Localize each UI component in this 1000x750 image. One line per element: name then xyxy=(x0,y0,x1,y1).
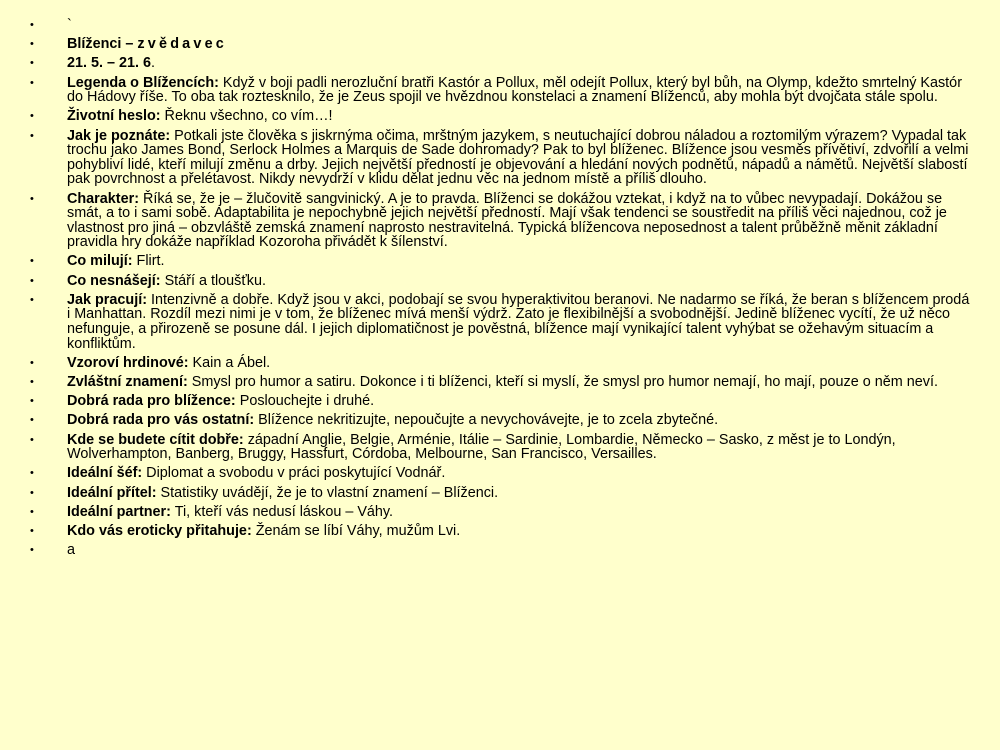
item-label: Ideální partner: xyxy=(67,503,171,520)
bullet-icon: • xyxy=(30,544,34,557)
item-label: Dobrá rada pro blížence: xyxy=(67,393,236,410)
item-label: Zvláštní znamení: xyxy=(67,374,188,390)
item-text: Statistiky uvádějí, že je to vlastní znamení – Blíženci. xyxy=(156,484,499,501)
list-item xyxy=(26,76,976,105)
bullet-icon: • xyxy=(30,274,34,287)
item-text: Kain a Ábel. xyxy=(188,354,271,371)
item-label: Ideální šéf: xyxy=(67,465,143,482)
item-label: Jak pracují: xyxy=(67,291,147,308)
list-item xyxy=(26,524,976,539)
list-item xyxy=(26,293,976,351)
item-label: Dobrá rada pro vás ostatní: xyxy=(67,412,255,429)
list-item xyxy=(26,413,976,428)
item-label: Jak je poznáte: xyxy=(67,127,171,144)
list-item xyxy=(26,274,976,289)
item-label-spaced: zvědavec xyxy=(137,36,227,53)
bullet-icon: • xyxy=(30,19,34,31)
item-label: 21. 5. – 21. 6 xyxy=(67,55,152,72)
item-label: Vzoroví hrdinové: xyxy=(67,354,189,371)
item-text: . xyxy=(151,55,156,72)
list-item xyxy=(26,109,976,124)
list-item xyxy=(26,466,976,481)
list-item xyxy=(26,254,976,269)
item-text: Flirt. xyxy=(132,253,165,270)
bullet-icon: • xyxy=(30,414,34,427)
item-text: ` xyxy=(67,17,72,33)
item-label: Legenda o Blížencích: xyxy=(67,74,219,91)
item-text: Blížence nekritizujte, nepoučujte a nevychovávejte, je to zcela zbytečné. xyxy=(254,412,719,429)
list-item xyxy=(26,56,976,71)
item-label: Charakter: xyxy=(67,190,139,207)
bullet-icon: • xyxy=(30,524,34,537)
item-text: Ti, kteří vás nedusí láskou – Váhy. xyxy=(170,503,394,520)
item-label: Kdo vás eroticky přitahuje: xyxy=(67,522,252,539)
list-item xyxy=(26,505,976,520)
item-label: Kde se budete cítit dobře: xyxy=(67,431,244,448)
list-item xyxy=(26,129,976,187)
bullet-icon: • xyxy=(30,255,34,268)
list-item xyxy=(26,433,976,462)
item-text: Říká se, že je – žlučovitě sangvinický. A je to pravda. Blíženci se dokážou vztekat, i když na to vůbec nevypadají. Dokážou se smát, a to i sami sobě. Adaptabilita je nepochybně jejich největší předností. Mají však tendenci se soustředit na příliš věci najednou, což je vlastnost pro jiná – obzvláště zemská znamení naprosto nestravitelná. Typická blížencova neposednost a talent průběžně měnit základní pravidla hry dokáže například Kozoroha přivádět k šílenství. xyxy=(67,190,947,251)
list-item xyxy=(26,37,976,52)
list-item xyxy=(26,486,976,501)
item-text: Poslouchejte i druhé. xyxy=(235,393,375,410)
list-item xyxy=(26,394,976,409)
bullet-icon: • xyxy=(30,192,34,205)
list-item xyxy=(26,543,976,558)
bullet-icon: • xyxy=(30,376,34,388)
item-label: Blíženci – xyxy=(67,36,138,53)
list-item xyxy=(26,375,976,390)
bullet-list xyxy=(26,18,976,562)
bullet-icon: • xyxy=(30,129,34,142)
bullet-icon: • xyxy=(30,38,34,51)
item-text: Intenzivně a dobře. Když jsou v akci, podobají se svou hyperaktivitou beranovi. Ne nadarmo se říká, že beran s blížencem prodá i Manhattan. Rozdíl mezi nimi je v tom, že blíženec mívá menší výdrž. Zato je flexibilnější a svobodnější. Jedině blíženec vycítí, že už něco nefunguje, a přirozeně se posune dál. I jejich diplomatičnost je pověstná, blížence mají vynikající talent vyhýbat se ožehavým situacím a konfliktům. xyxy=(67,291,970,352)
item-text: Ženám se líbí Váhy, mužům Lvi. xyxy=(251,522,461,539)
item-text: Smysl pro humor a satiru. Dokonce i ti blíženci, kteří si myslí, že smysl pro humor nemají, ho mají, pouze o něm neví. xyxy=(187,374,938,390)
item-text: Řeknu všechno, co vím…! xyxy=(160,108,333,125)
bullet-icon: • xyxy=(30,293,34,306)
bullet-icon: • xyxy=(30,486,34,499)
item-text: západní Anglie, Belgie, Arménie, Itálie – Sardinie, Lombardie, Německo – Sasko, z měst je to Londýn, Wolverhampton, Banberg, Bruggy, Hassfurt, Córdoba, Melbourne, San Francisco, Versailles. xyxy=(67,431,896,463)
item-text: Potkali jste člověka s jiskrnýma očima, mrštným jazykem, s neutuchající dobrou náladou a roztomilým výrazem? Vypadal tak trochu jako James Bond, Serlock Holmes a Marquis de Sade dohromady? Pak to byl blíženec. Blížence jsou vesměs přívětiví, zdvořilí a velmi pohybliví lidé, kteří milují změnu a drby. Jejich největší předností je objevování a hledání nových podnětů, nápadů a námětů. Největší slabostí pak povrchnost a přelétavost. Nikdy nevydrží v klidu dělat jednu věc na jednom místě a příliš dlouho. xyxy=(67,127,969,188)
item-label: Co milují: xyxy=(67,253,133,270)
item-label: Co nesnášejí: xyxy=(67,272,161,289)
bullet-icon: • xyxy=(30,76,34,89)
bullet-icon: • xyxy=(30,57,34,70)
bullet-icon: • xyxy=(30,505,34,518)
bullet-icon: • xyxy=(30,395,34,408)
bullet-icon: • xyxy=(30,467,34,480)
list-item xyxy=(26,192,976,250)
list-item xyxy=(26,18,976,33)
bullet-icon: • xyxy=(30,433,34,446)
item-text: Diplomat a svobodu v práci poskytující Vodnář. xyxy=(142,465,446,482)
item-text: Když v boji padli nerozluční bratři Kastór a Pollux, měl odejít Pollux, který byl bůh, na Olymp, kdežto smrtelný Kastór do Hádovy říše. To oba tak roztesknilo, že je Zeus spojil ve hvězdnou konstelaci a znamení Blíženců, aby mohla být dvojčata stále spolu. xyxy=(67,74,962,106)
bullet-icon: • xyxy=(30,356,34,369)
item-text: a xyxy=(67,542,76,559)
item-text: Stáří a tloušťku. xyxy=(160,272,266,289)
list-item xyxy=(26,356,976,371)
item-label: Životní heslo: xyxy=(67,108,161,125)
item-label: Ideální přítel: xyxy=(67,484,157,501)
bullet-icon: • xyxy=(30,110,34,123)
